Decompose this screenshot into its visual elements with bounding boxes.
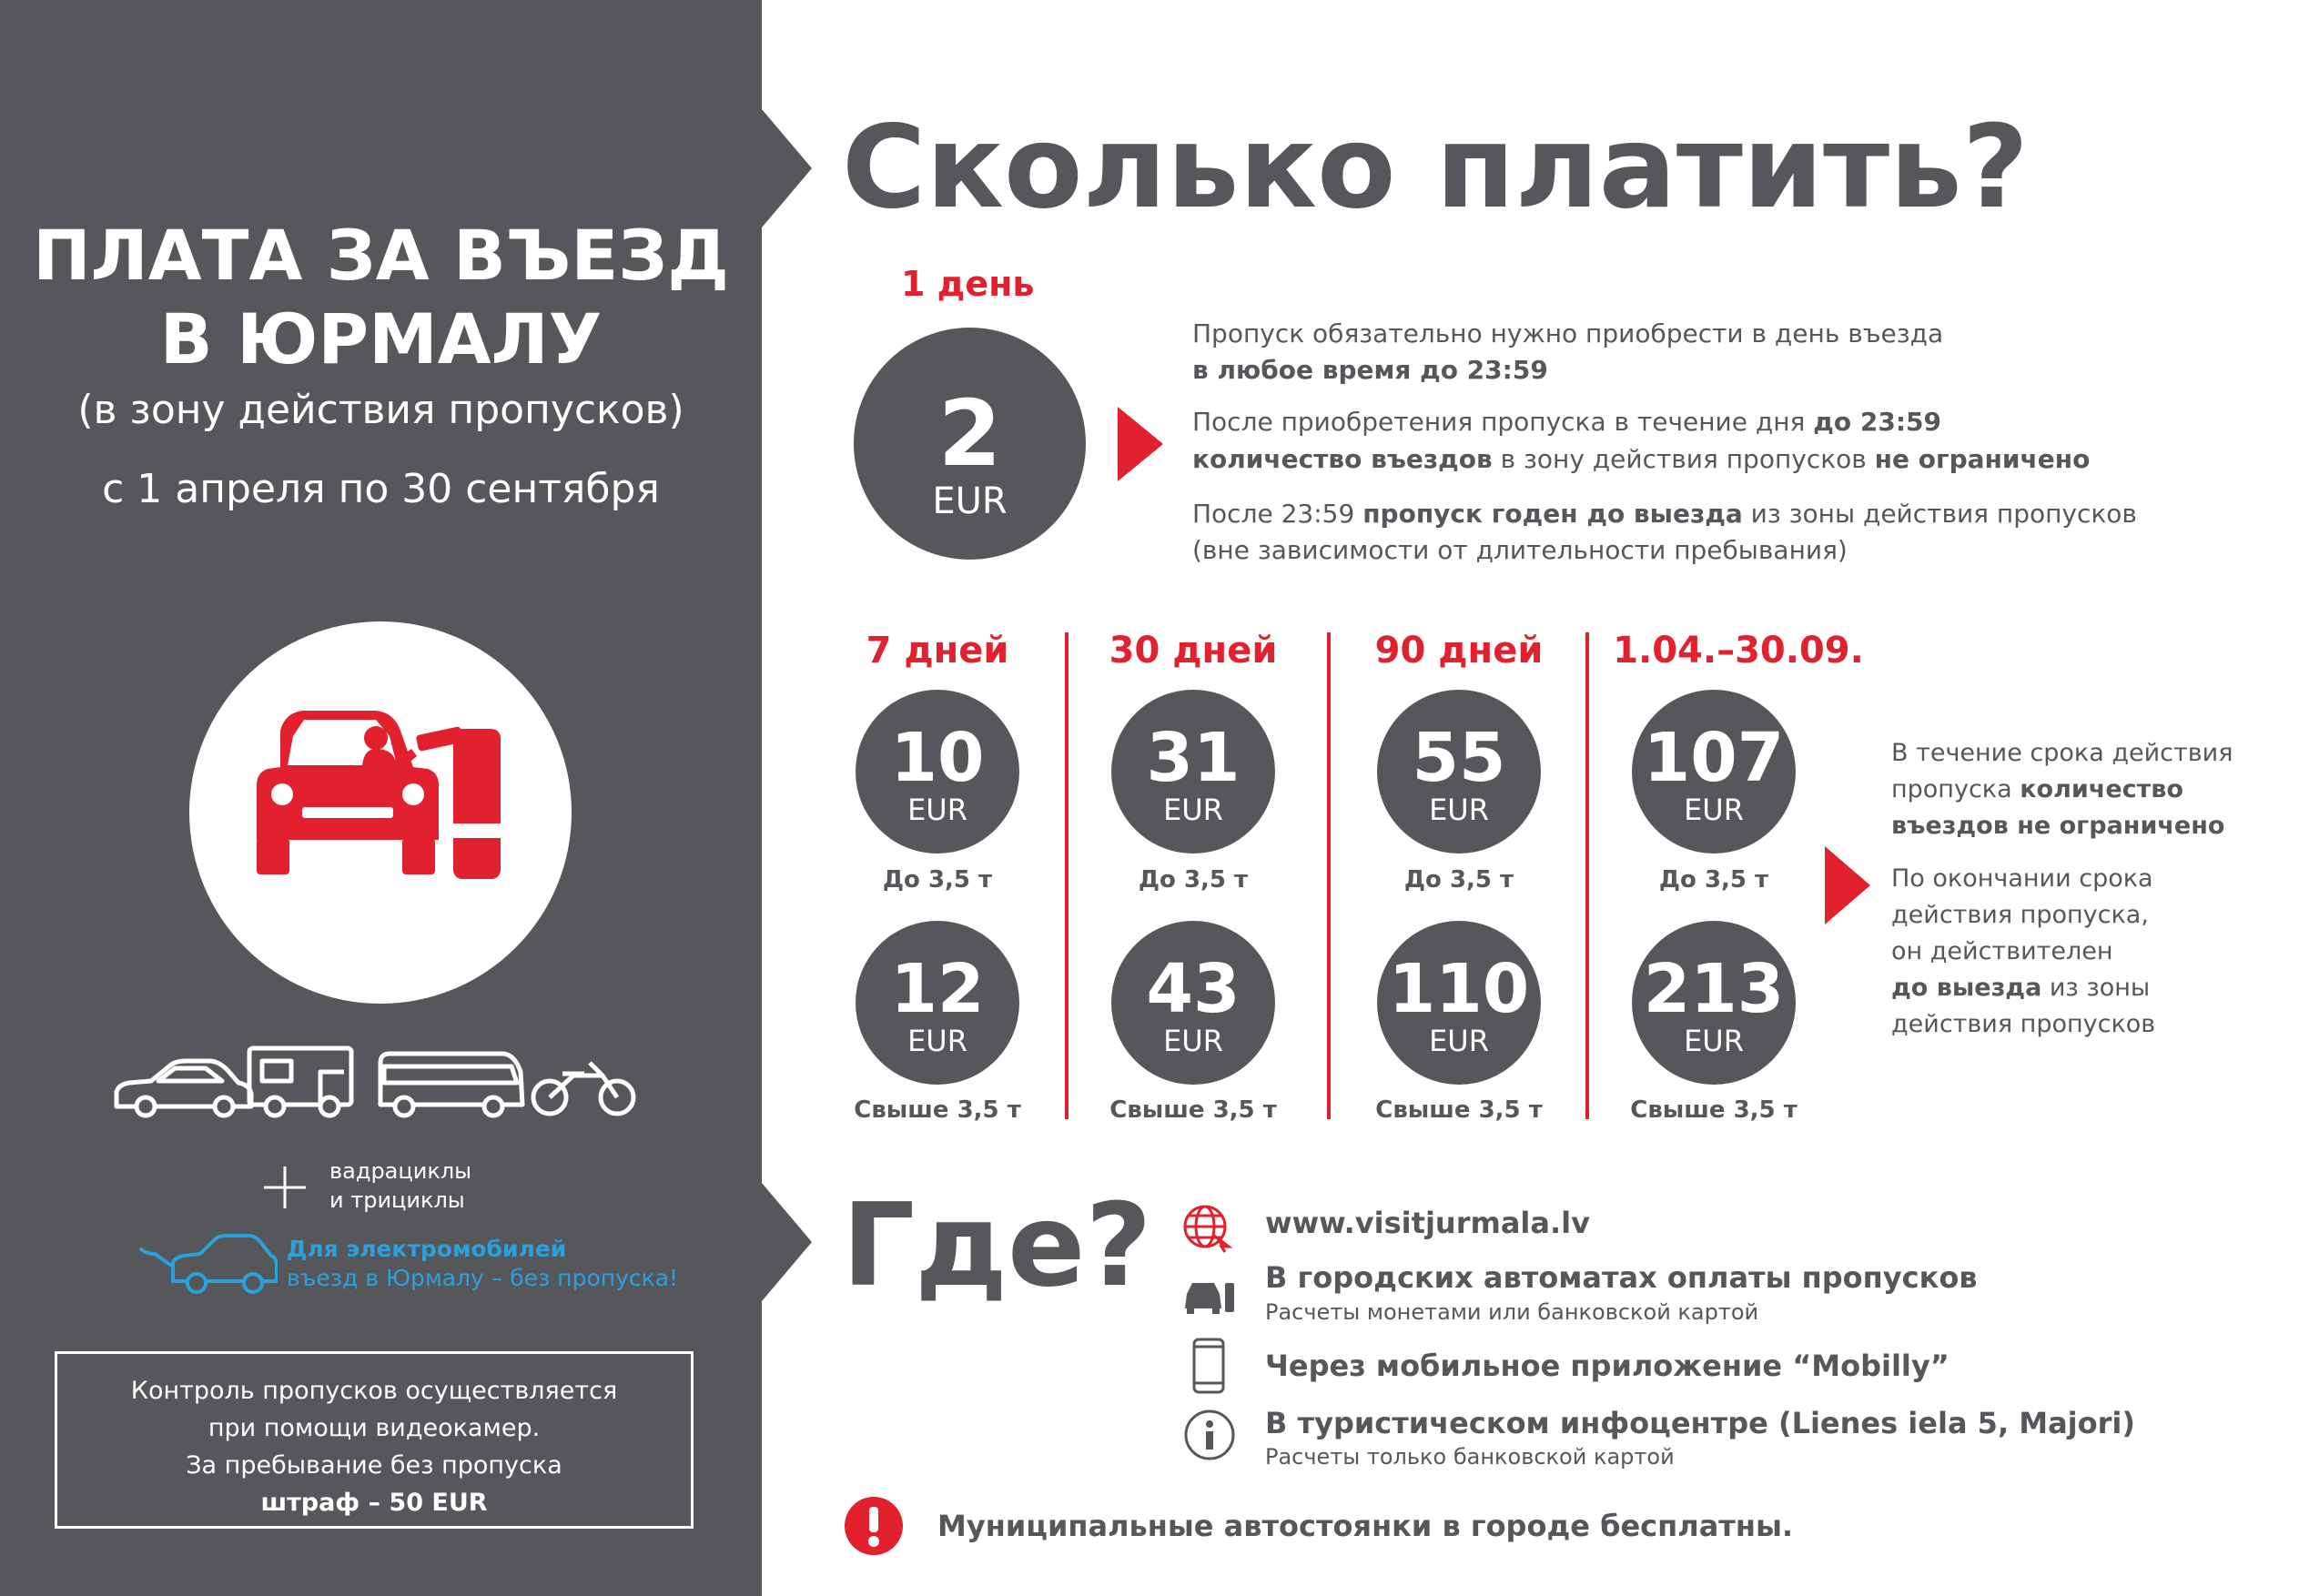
vehicle-icons bbox=[111, 1045, 639, 1119]
machines-sub: Расчеты монетами или банковской картой bbox=[1265, 1299, 1759, 1325]
car-icon bbox=[116, 1061, 251, 1116]
one-day-arrow bbox=[1118, 407, 1163, 485]
period-label: 30 дней bbox=[1109, 630, 1278, 672]
motorcycle-icon bbox=[533, 1063, 633, 1114]
divider-3 bbox=[1585, 632, 1589, 1119]
one-day-price-circle bbox=[854, 328, 1086, 560]
title-line-1: ПЛАТА ЗА ВЪЕЗД bbox=[33, 215, 729, 296]
electric-note: Для электромобилей въезд в Юрмалу – без пропуска! bbox=[287, 1236, 679, 1291]
weight-label-light: До 3,5 т bbox=[882, 866, 993, 894]
weight-label-heavy: Свыше 3,5 т bbox=[854, 1096, 1021, 1124]
plus-icon bbox=[262, 1165, 308, 1210]
globe-icon bbox=[1181, 1203, 1232, 1258]
info-icon bbox=[1183, 1409, 1236, 1465]
camper-icon bbox=[249, 1048, 351, 1116]
one-day-text-3a: После 23:59 пропуск годен до выезда из зоны действия пропусков bbox=[1192, 499, 2137, 529]
period-label: 90 дней bbox=[1374, 630, 1544, 672]
weight-label-light: До 3,5 т bbox=[1658, 866, 1769, 894]
where-heading: Где? bbox=[842, 1178, 1152, 1312]
divider-2 bbox=[1327, 632, 1331, 1119]
weight-label-light: До 3,5 т bbox=[1138, 866, 1249, 894]
period: с 1 апреля по 30 сентября bbox=[102, 466, 660, 512]
website-link[interactable]: www.visitjurmala.lv bbox=[1265, 1206, 1590, 1240]
subtitle: (в зону действия пропусков) bbox=[77, 387, 684, 433]
arrow-notch-top bbox=[762, 109, 812, 227]
title-line-2: В ЮРМАЛУ bbox=[159, 298, 603, 379]
side-note: В течение срока действия пропуска количество въездов не ограничено По окончании срока действия пропуска, он действителен до выезда из зоны действия пропусков bbox=[1891, 739, 2233, 1038]
main-heading: Сколько платить? bbox=[842, 100, 2029, 234]
machines-title: В городских автоматах оплаты пропусков bbox=[1265, 1260, 1978, 1295]
weight-label-heavy: Свыше 3,5 т bbox=[1630, 1096, 1798, 1124]
app-title: Через мобильное приложение “Mobilly” bbox=[1265, 1349, 1950, 1383]
divider-1 bbox=[1065, 632, 1068, 1119]
one-day-text-2a: После приобретения пропуска в течение дня до 23:59 bbox=[1192, 407, 1942, 437]
period-label: 7 дней bbox=[866, 630, 1009, 672]
one-day-price: 2 bbox=[937, 380, 1002, 487]
side-arrow bbox=[1825, 846, 1870, 928]
price-circle-heavy: 12 EUR bbox=[856, 921, 1019, 1085]
one-day-text-1a: Пропуск обязательно нужно приобрести в день въезда bbox=[1192, 318, 1944, 348]
arrow-notch-bottom bbox=[762, 1183, 812, 1301]
electric-car-icon bbox=[137, 1227, 278, 1299]
bus-icon bbox=[380, 1054, 522, 1116]
one-day-label: 1 день bbox=[901, 264, 1035, 304]
one-day-text-2b: количество въездов в зону действия пропусков не ограничено bbox=[1192, 444, 2091, 474]
price-circle-heavy: 213 EUR bbox=[1632, 921, 1796, 1085]
weight-label-heavy: Свыше 3,5 т bbox=[1109, 1096, 1277, 1124]
price-circle-light: 10 EUR bbox=[856, 690, 1019, 854]
price-circle-light: 107 EUR bbox=[1632, 690, 1796, 854]
weight-label-light: До 3,5 т bbox=[1403, 866, 1514, 894]
car-barrier-icon bbox=[189, 621, 572, 1004]
price-circle-light: 55 EUR bbox=[1377, 690, 1541, 854]
one-day-unit: EUR bbox=[932, 480, 1008, 522]
smartphone-icon bbox=[1192, 1338, 1225, 1398]
info-center-title: В туристическом инфоцентре (Lienes iela 5, Majori) bbox=[1265, 1406, 2135, 1440]
left-panel bbox=[0, 0, 762, 1596]
price-circle-heavy: 43 EUR bbox=[1111, 921, 1275, 1085]
price-circle-light: 31 EUR bbox=[1111, 690, 1275, 854]
period-label: 1.04.–30.09. bbox=[1613, 630, 1864, 672]
info-center-sub: Расчеты только банковской картой bbox=[1265, 1444, 1675, 1470]
parking-machine-icon bbox=[1183, 1279, 1236, 1319]
one-day-text-3b: (вне зависимости от длительности пребывания) bbox=[1192, 535, 1848, 565]
weight-label-heavy: Свыше 3,5 т bbox=[1375, 1096, 1543, 1124]
quads-note: вадрациклы и трициклы bbox=[329, 1158, 472, 1213]
parking-note: Муниципальные автостоянки в городе бесплатны. bbox=[937, 1509, 1794, 1543]
control-box: Контроль пропусков осуществляется при помощи видеокамер. За пребывание без пропуска штраф – 50 EUR bbox=[55, 1351, 694, 1529]
one-day-text-1b: в любое время до 23:59 bbox=[1192, 355, 1548, 385]
price-circle-heavy: 110 EUR bbox=[1377, 921, 1541, 1085]
warning-icon bbox=[844, 1496, 904, 1560]
